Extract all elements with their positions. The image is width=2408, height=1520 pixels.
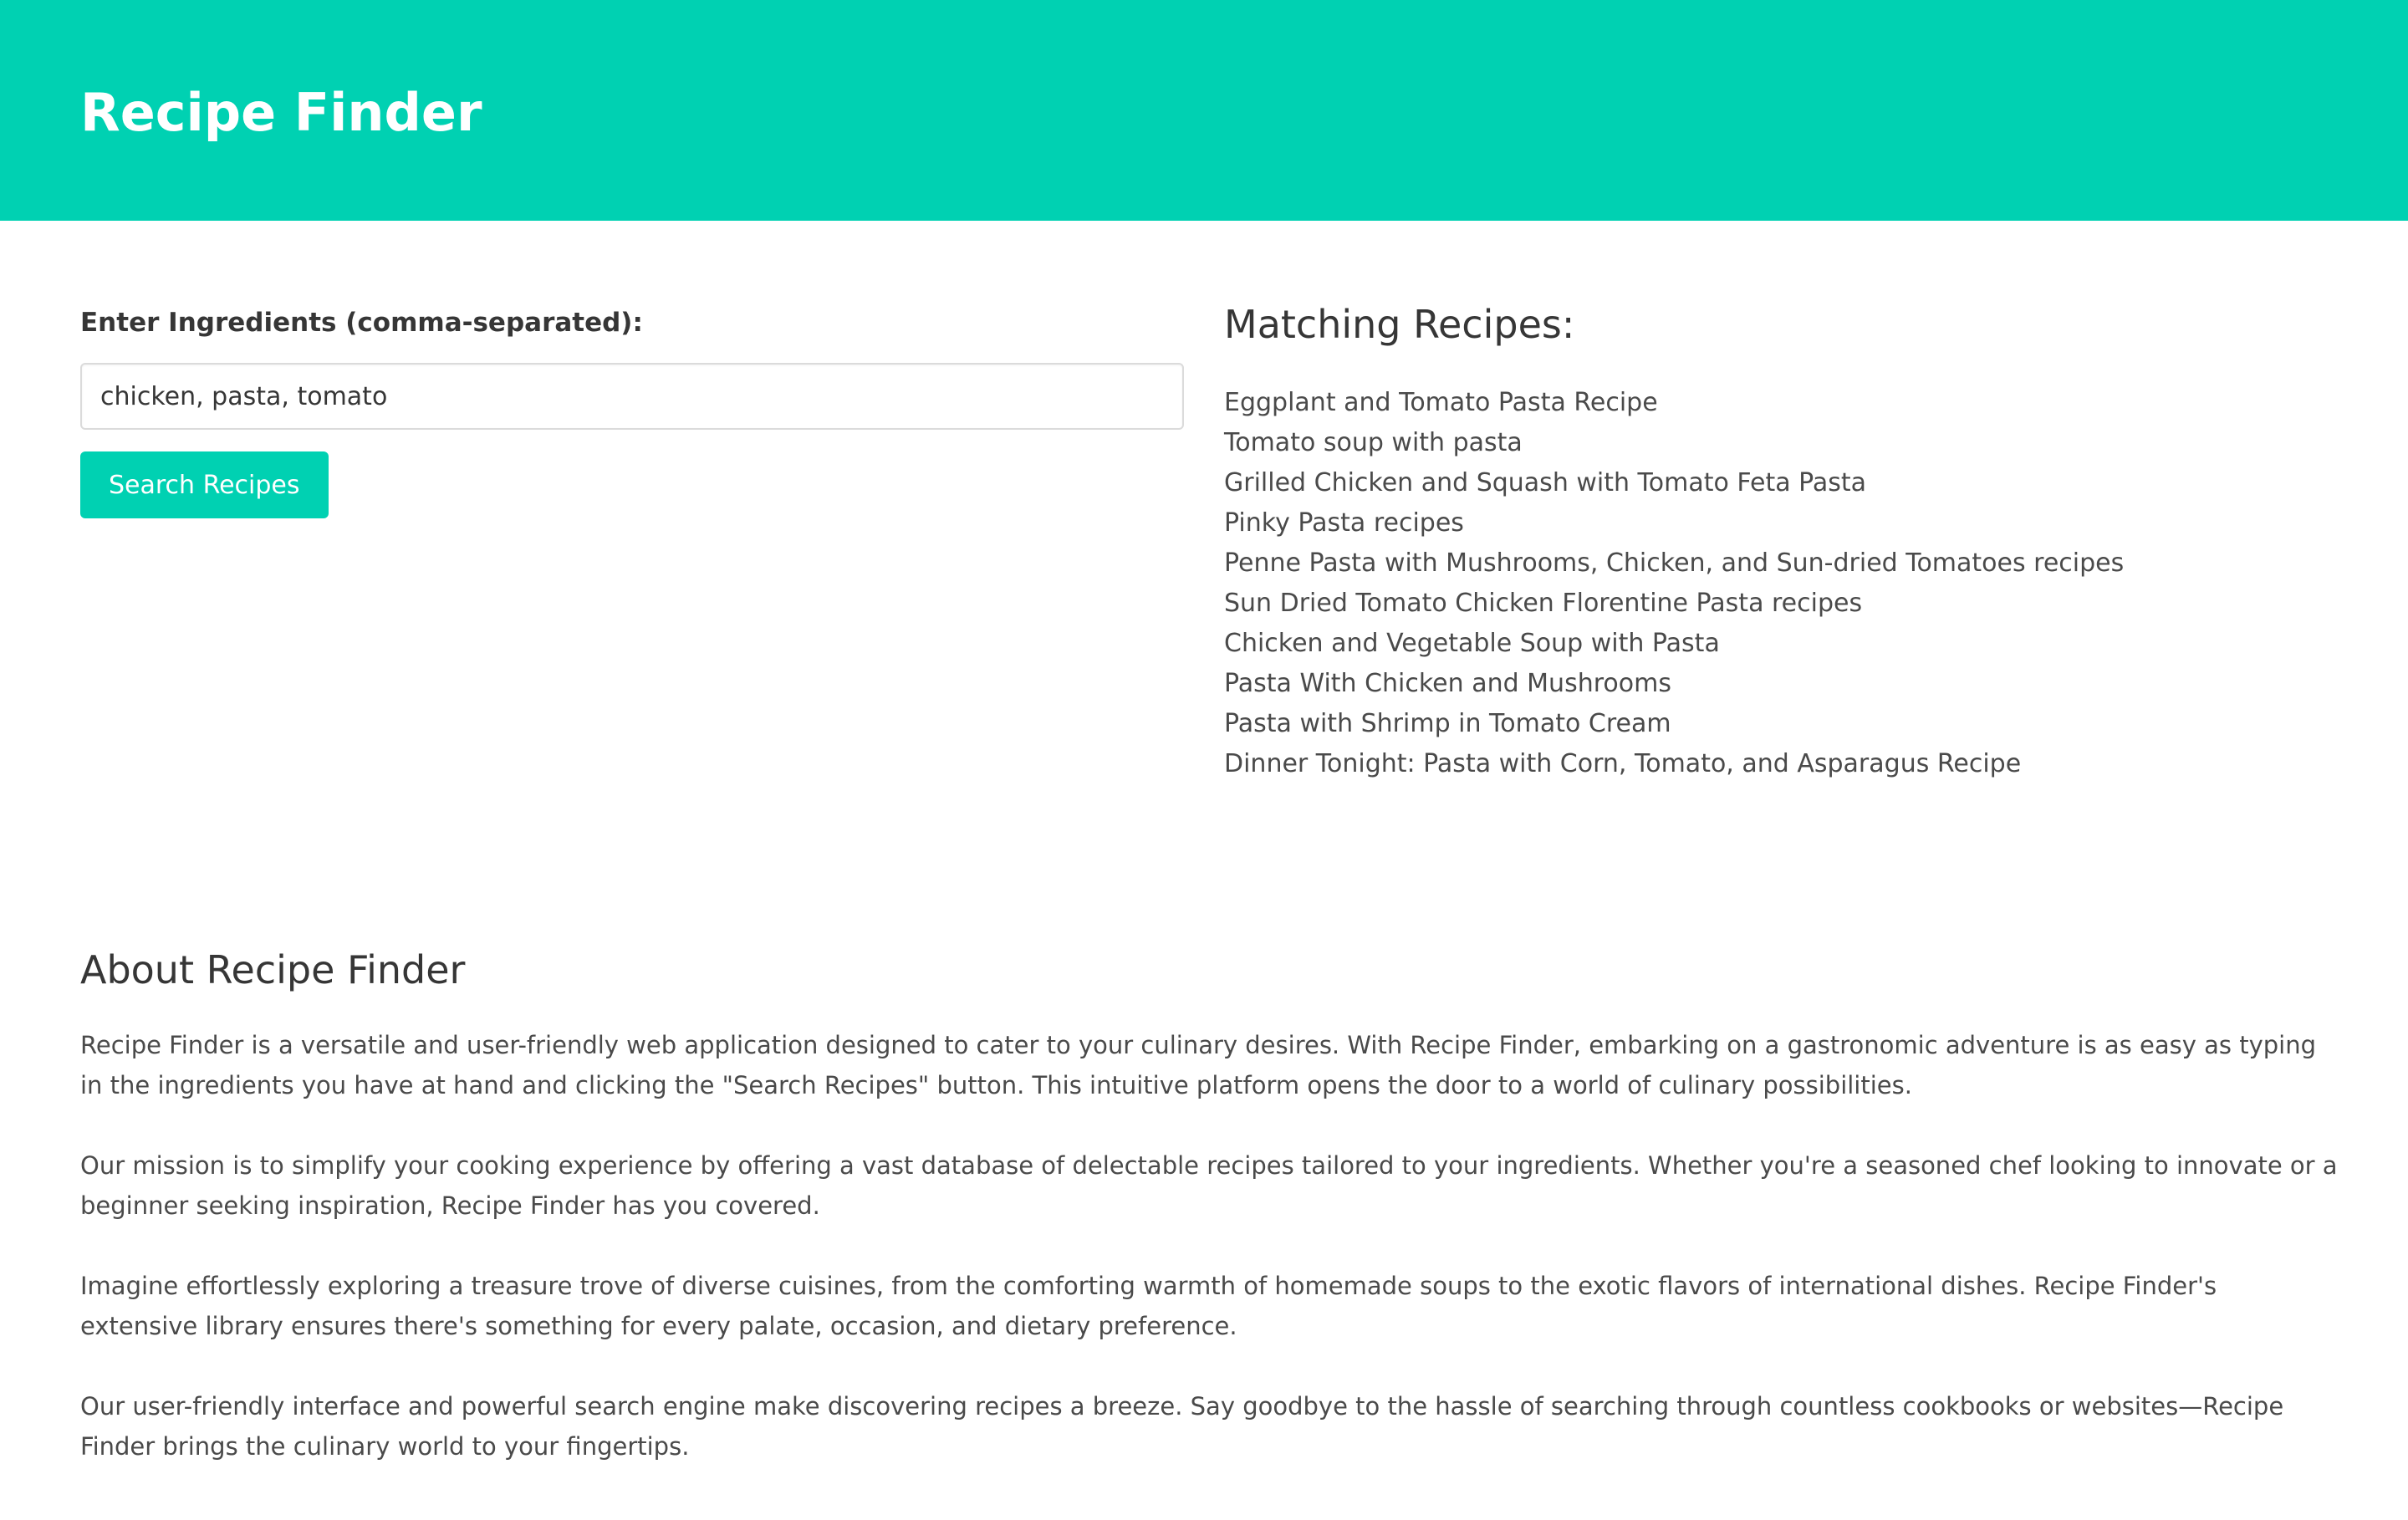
recipe-item: Tomato soup with pasta bbox=[1224, 428, 1523, 457]
recipe-item: Pasta With Chicken and Mushrooms bbox=[1224, 669, 1671, 698]
recipe-item: Penne Pasta with Mushrooms, Chicken, and Sun-dried Tomatoes recipes bbox=[1224, 548, 2125, 578]
recipe-list bbox=[1224, 383, 2328, 784]
about-paragraph: Recipe Finder is a versatile and user-friendly web application designed to cater to your culinary desires. With Recipe Finder, embarking on a gastronomic adventure is as easy as typing in the ingredients you have at hand and clicking the "Search Recipes" button. This intuitive platform opens the door to a world of culinary possibilities. bbox=[80, 1031, 2316, 1099]
recipe-item: Grilled Chicken and Squash with Tomato Feta Pasta bbox=[1224, 468, 1867, 497]
recipe-item: Dinner Tonight: Pasta with Corn, Tomato, and Asparagus Recipe bbox=[1224, 749, 2022, 778]
recipe-item: Chicken and Vegetable Soup with Pasta bbox=[1224, 629, 1720, 658]
about-section bbox=[80, 943, 2338, 1466]
about-paragraph: Our mission is to simplify your cooking experience by offering a vast database of delectable recipes tailored to your ingredients. Whether you're a seasoned chef looking to innovate or a beginner seeking inspiration, Recipe Finder has you covered. bbox=[80, 1151, 2338, 1220]
about-paragraph: Our user-friendly interface and powerful search engine make discovering recipes a breeze. Say goodbye to the hassle of searching through countless cookbooks or websites—Recipe Finder brings the culinary world to your fingertips. bbox=[80, 1392, 2284, 1461]
recipe-item: Sun Dried Tomato Chicken Florentine Pasta recipes bbox=[1224, 589, 1863, 618]
recipe-item: Pasta with Shrimp in Tomato Cream bbox=[1224, 709, 1671, 738]
about-heading: About Recipe Finder bbox=[80, 947, 466, 992]
about-paragraph: Imagine effortlessly exploring a treasure trove of diverse cuisines, from the comforting warmth of homemade soups to the exotic flavors of international dishes. Recipe Finder's extensive library ensures there's something for every palate, occasion, and dietary preference. bbox=[80, 1272, 2217, 1340]
search-form bbox=[80, 301, 1184, 518]
results-panel bbox=[1224, 298, 2328, 784]
page-header bbox=[0, 0, 2408, 221]
ingredients-input[interactable] bbox=[80, 363, 1184, 430]
app-title: Recipe Finder bbox=[80, 82, 482, 143]
recipe-item: Pinky Pasta recipes bbox=[1224, 508, 1464, 538]
search-recipes-button[interactable]: Search Recipes bbox=[80, 451, 329, 518]
recipe-item: Eggplant and Tomato Pasta Recipe bbox=[1224, 388, 1658, 417]
results-heading: Matching Recipes: bbox=[1224, 302, 1575, 347]
ingredients-label: Enter Ingredients (comma-separated): bbox=[80, 308, 643, 338]
